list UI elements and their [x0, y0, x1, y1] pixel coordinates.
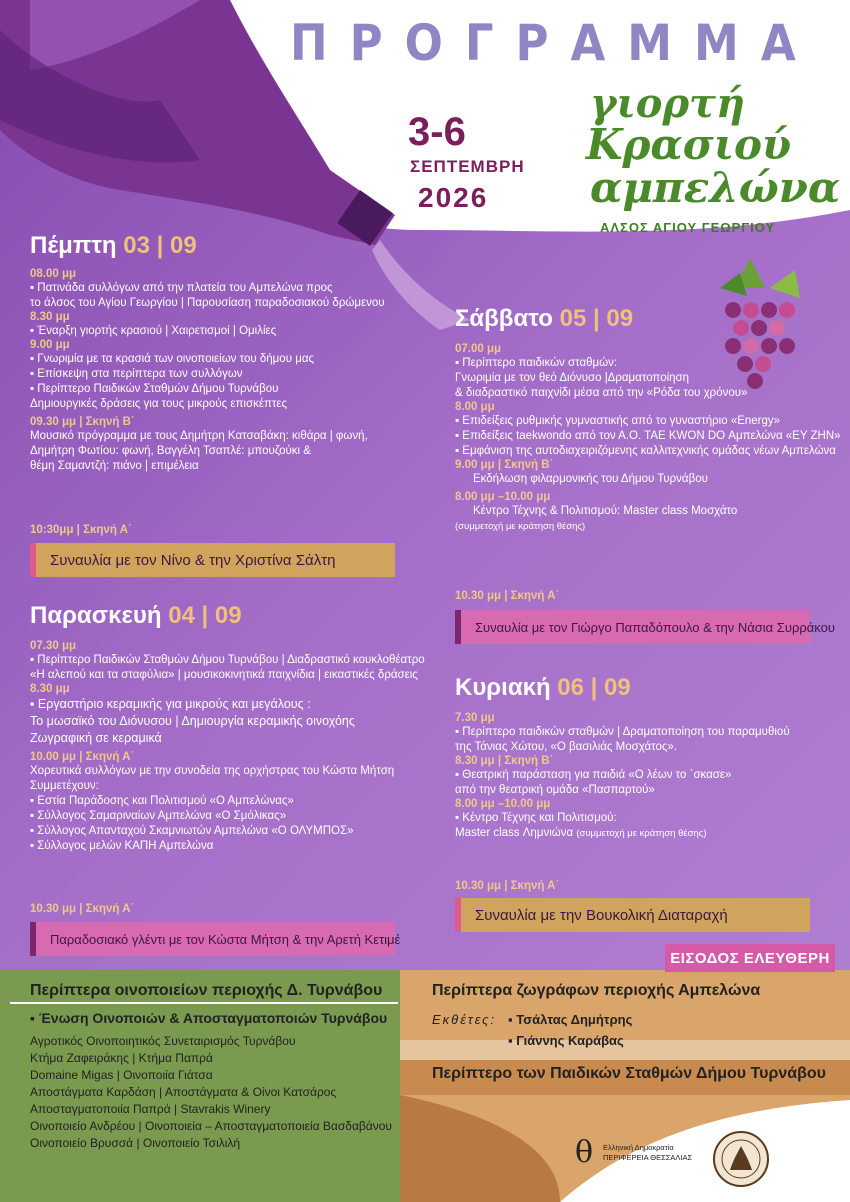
painters-heading: Περίπτερα ζωγράφων περιοχής Αμπελώνα: [432, 982, 761, 999]
line: ▪ Περίπτερο παιδικών σταθμών:: [455, 357, 618, 369]
concert-banner-sunday: Συναυλία με την Βουκολική Διαταραχή: [455, 898, 810, 932]
free-entry-badge: ΕΙΣΟΔΟΣ ΕΛΕΥΘΕΡΗ: [665, 944, 835, 972]
time: 08.00 μμ: [30, 268, 77, 280]
festival-name-line1: γιορτή: [590, 80, 746, 127]
line: ▪ Περίπτερο Παιδικών Σταθμών Δήμου Τυρνάβου | Διαδραστικό κουκλοθέατρο: [30, 654, 425, 666]
line: ▪ Κέντρο Τέχνης και Πολιτισμού:: [455, 812, 617, 824]
time: 9.00 μμ: [30, 339, 70, 351]
line: ▪ Εργαστήριο κεραμικής για μικρούς και μεγάλους :: [30, 697, 311, 711]
list-item: Αποσταγματοποιία Παπρά | Stavrakis Winery: [30, 1102, 271, 1116]
day-name: Πέμπτη: [30, 232, 117, 259]
list-item: Οινοποιείο Βρυσσά | Οινοποιείο Τσιλιλή: [30, 1136, 241, 1150]
time: 8.00 μμ: [455, 401, 495, 413]
line: Κέντρο Τέχνης & Πολιτισμού: Master class Μοσχάτο: [473, 505, 738, 517]
time: 10:30μμ | Σκηνή Α΄: [30, 524, 132, 536]
line: «Η αλεπού και τα σταφύλια» | μουσικοκινητικά παιχνίδια | εικαστικές δράσεις: [30, 669, 418, 681]
line: Συμμετέχουν:: [30, 780, 99, 792]
day-heading-saturday: [455, 305, 633, 333]
time: 10.00 μμ | Σκηνή Α΄: [30, 751, 135, 763]
festival-year: 2026: [418, 182, 489, 213]
day-name: Παρασκευή: [30, 602, 162, 629]
time: 09.30 μμ | Σκηνή Β΄: [30, 416, 135, 428]
saturday-schedule: [455, 343, 841, 534]
day-name: Σάββατο: [455, 305, 553, 332]
painter-2: ▪ Γιάννης Καράβας: [508, 1033, 624, 1048]
divider: [10, 1002, 398, 1004]
friday-schedule: [30, 640, 425, 854]
concert-banner-saturday: Συναυλία με τον Γιώργο Παπαδόπουλο & την Νάσια Συρράκου: [455, 610, 810, 644]
line: ▪ Έναρξη γιορτής κρασιού | Χαιρετισμοί | Ομιλίες: [30, 325, 277, 337]
sunday-schedule: [455, 712, 790, 841]
day-name: Κυριακή: [455, 674, 551, 701]
time: 07.00 μμ: [455, 343, 502, 355]
line: ▪ Σύλλογος Απανταχού Σκαμνιωτών Αμπελώνα «Ο ΟΛΥΜΠΟΣ»: [30, 825, 354, 837]
line: Μουσικό πρόγραμμα με τους Δημήτρη Κατσαβάκη: κιθάρα | φωνή,: [30, 430, 368, 442]
line: ▪ Περίπτερο παιδικών σταθμών | Δραματοποίηση του παραμυθιού: [455, 726, 790, 738]
festival-month: ΣΕΠΤΕΜΒΡΗ: [410, 157, 525, 176]
festival-dates: 3-6: [408, 110, 466, 154]
line: Δημήτρη Φωτίου: φωνή, Βαγγέλη Τσαπλέ: μπουζούκι &: [30, 445, 311, 457]
wineries-union: ▪ Ένωση Οινοποιών & Αποσταγματοποιών Τυρνάβου: [30, 1010, 388, 1026]
line: Δημιουργικές δράσεις για τους μικρούς επισκέπτες: [30, 398, 288, 410]
line: ▪ Περίπτερο Παιδικών Σταθμών Δήμου Τυρνάβου: [30, 383, 279, 395]
day-date: 06 | 09: [557, 674, 631, 701]
painters-label: Εκθέτες:: [432, 1012, 497, 1027]
line: ▪ Θεατρική παράσταση για παιδιά «Ο λέων το ΄σκασε»: [455, 769, 732, 781]
list-item: Αγροτικός Οινοποιητικός Συνεταιρισμός Τυρνάβου: [30, 1034, 296, 1048]
festival-name-line2: Κρασιού: [586, 120, 792, 169]
municipality-seal-icon: [712, 1130, 770, 1188]
day-date: 03 | 09: [123, 232, 197, 259]
line: Το μωσαϊκό του Διόνυσου | Δημιουργία κεραμικής οινοχόης: [30, 714, 355, 728]
time: 8.30 μμ: [30, 311, 70, 323]
day-date: 05 | 09: [559, 305, 634, 332]
line: της Τάνιας Χώτου, «Ο βασιλιάς Μοσχάτος».: [455, 741, 678, 753]
day-heading-friday: [30, 602, 242, 630]
list-item: Αποστάγματα Καρδάση | Αποστάγματα & Οίνοι Κατσάρος: [30, 1085, 337, 1099]
line: ▪ Πατινάδα συλλόγων από την πλατεία του Αμπελώνα προς: [30, 282, 333, 294]
line-note: (συμμετοχή με κράτηση θέσης): [576, 828, 707, 839]
region-logo-line2: ΠΕΡΙΦΕΡΕΙΑ ΘΕΣΣΑΛΙΑΣ: [603, 1153, 693, 1162]
day-date: 04 | 09: [168, 602, 242, 629]
line: ▪ Επιδείξεις taekwondo από τον Α.Ο. ΤΑΕ KWON DO Αμπελώνα «ΕΥ ΖΗΝ»: [455, 430, 841, 442]
line-text: Master class Λημνιώνα: [455, 827, 574, 839]
line: το άλσος του Αγίου Γεωργίου | Παρουσίαση παραδοσιακού δρώμενου: [30, 297, 385, 309]
thursday-schedule: [30, 268, 385, 474]
page-title: ΠΡΟΓΡΑΜΜΑ: [290, 14, 818, 72]
time: 8.30 μμ | Σκηνή Β΄: [455, 755, 554, 767]
line: ▪ Σύλλογος μελών ΚΑΠΗ Αμπελώνα: [30, 840, 214, 852]
region-logo-line1: Ελληνική Δημοκρατία: [603, 1143, 674, 1152]
line: ▪ Εστία Παράδοσης και Πολιτισμού «Ο Αμπελώνας»: [30, 795, 294, 807]
painter-1: ▪ Τσάλτας Δημήτρης: [508, 1012, 633, 1027]
line: Γνωριμία με τον θεό Διόνυσο |Δραματοποίηση: [455, 372, 690, 384]
list-item: Domaine Migas | Οινοποιία Γιάτσα: [30, 1068, 213, 1082]
concert-banner-friday: Παραδοσιακό γλέντι με τον Κώστα Μήτση & την Αρετή Κετιμέ: [30, 922, 395, 956]
line: ▪ Επιδείξεις ρυθμικής γυμναστικής από το γυναστήριο «Energy»: [455, 415, 781, 427]
time: 07.30 μμ: [30, 640, 77, 652]
line: ▪ Γνωριμία με τα κρασιά των οινοποιείων του δήμου μας: [30, 353, 315, 365]
line: Ζωγραφική σε κεραμικά: [30, 731, 162, 745]
line: ▪ Επίσκεψη στα περίπτερα των συλλόγων: [30, 368, 243, 380]
festival-venue: ΑΛΣΟΣ ΑΓΙΟΥ ΓΕΩΡΓΙΟΥ: [600, 220, 776, 235]
time: 10.30 μμ | Σκηνή Α΄: [30, 903, 135, 915]
time: 8.00 μμ –10.00 μμ: [455, 798, 551, 810]
line: θέμη Σαμαντζή: πιάνο | επιμέλεια: [30, 460, 199, 472]
line: Χορευτικά συλλόγων με την συνοδεία της ορχήστρας του Κώστα Μήτση: [30, 765, 395, 777]
day-heading-thursday: [30, 232, 197, 260]
line: (συμμετοχή με κράτηση θέσης): [455, 521, 586, 532]
time: 8.30 μμ: [30, 683, 70, 695]
time: 8.00 μμ –10.00 μμ: [455, 491, 551, 503]
line: από την θεατρική ομάδα «Πασπαρτού»: [455, 784, 655, 796]
festival-name-line3: αμπελώνα: [590, 163, 841, 212]
theta-icon: θ: [575, 1135, 594, 1170]
line: Εκδήλωση φιλαρμονικής του Δήμου Τυρνάβου: [473, 473, 708, 485]
concert-banner-thursday: Συναυλία με τον Νίνο & την Χριστίνα Σάλτη: [30, 543, 395, 577]
line: ▪ Εμφάνιση της αυτοδιαχειριζόμενης καλλιτεχνικής ομάδας νέων Αμπελώνα: [455, 445, 836, 457]
line: [455, 826, 790, 841]
wineries-list: [30, 1033, 392, 1152]
time: 10.30 μμ | Σκηνή Α΄: [455, 880, 560, 892]
list-item: Οινοποιείο Ανδρέου | Οινοποιεία – Αποσταγματοποιεία Βασδαβάνου: [30, 1119, 392, 1133]
line: & διαδραστικό παιχνίδι μέσα από την «Ρόδα του χρόνου»: [455, 387, 748, 399]
time: 9.00 μμ | Σκηνή Β΄: [455, 459, 554, 471]
time: 10.30 μμ | Σκηνή Α΄: [455, 590, 560, 602]
time: 7.30 μμ: [455, 712, 495, 724]
wineries-heading: Περίπτερα οινοποιείων περιοχής Δ. Τυρνάβου: [30, 982, 383, 999]
kids-pavilion-heading: Περίπτερο των Παιδικών Σταθμών Δήμου Τυρνάβου: [432, 1065, 826, 1082]
day-heading-sunday: [455, 674, 631, 702]
list-item: Κτήμα Ζαφειράκης | Κτήμα Παπρά: [30, 1051, 213, 1065]
line: ▪ Σύλλογος Σαμαριναίων Αμπελώνα «Ο Σμόλικας»: [30, 810, 287, 822]
